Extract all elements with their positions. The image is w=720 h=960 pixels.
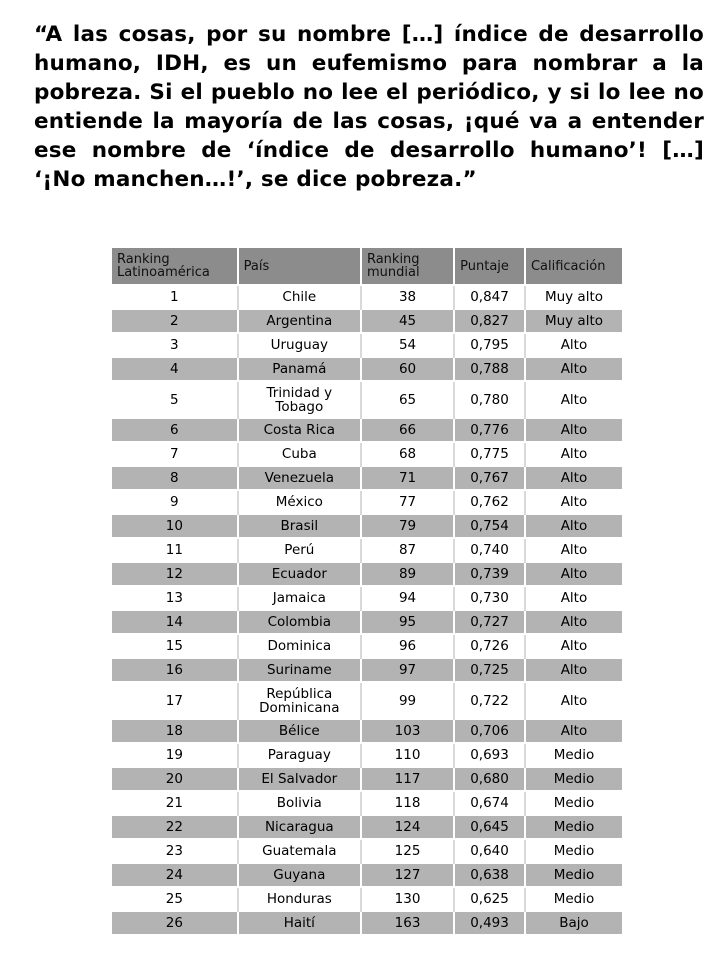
cell-puntaje: 0,767 (454, 466, 525, 490)
cell-calificacion: Alto (525, 490, 622, 514)
cell-ranking-latinoamerica: 2 (112, 309, 238, 333)
table-row (112, 839, 622, 863)
cell-puntaje: 0,827 (454, 309, 525, 333)
cell-calificacion: Alto (525, 381, 622, 418)
cell-ranking-mundial: 124 (361, 815, 454, 839)
cell-ranking-latinoamerica: 1 (112, 285, 238, 309)
table-row (112, 309, 622, 333)
table-row (112, 562, 622, 586)
cell-puntaje: 0,680 (454, 767, 525, 791)
cell-puntaje: 0,693 (454, 743, 525, 767)
cell-ranking-mundial: 118 (361, 791, 454, 815)
cell-ranking-latinoamerica: 11 (112, 538, 238, 562)
cell-puntaje: 0,788 (454, 357, 525, 381)
cell-calificacion: Medio (525, 743, 622, 767)
table-row (112, 333, 622, 357)
cell-pais: Haití (238, 911, 361, 934)
cell-ranking-latinoamerica: 22 (112, 815, 238, 839)
cell-ranking-mundial: 103 (361, 719, 454, 743)
header-ranking-latinoamerica (112, 248, 238, 285)
cell-ranking-mundial: 110 (361, 743, 454, 767)
table-row (112, 911, 622, 934)
cell-pais: Suriname (238, 658, 361, 682)
cell-ranking-latinoamerica: 14 (112, 610, 238, 634)
cell-pais: Chile (238, 285, 361, 309)
cell-calificacion: Alto (525, 538, 622, 562)
cell-ranking-latinoamerica: 3 (112, 333, 238, 357)
cell-ranking-mundial: 130 (361, 887, 454, 911)
cell-pais: Jamaica (238, 586, 361, 610)
table-row (112, 743, 622, 767)
header-pais: País (238, 248, 361, 285)
header-ranking-mundial-line1: Ranking (366, 252, 420, 267)
cell-ranking-mundial: 45 (361, 309, 454, 333)
cell-puntaje: 0,725 (454, 658, 525, 682)
cell-calificacion: Bajo (525, 911, 622, 934)
cell-puntaje: 0,674 (454, 791, 525, 815)
cell-ranking-latinoamerica: 10 (112, 514, 238, 538)
cell-ranking-mundial: 38 (361, 285, 454, 309)
cell-ranking-mundial: 87 (361, 538, 454, 562)
table-row (112, 357, 622, 381)
cell-pais: Honduras (238, 887, 361, 911)
table-row (112, 658, 622, 682)
cell-ranking-latinoamerica: 24 (112, 863, 238, 887)
cell-puntaje: 0,625 (454, 887, 525, 911)
table-row (112, 514, 622, 538)
cell-ranking-mundial: 127 (361, 863, 454, 887)
cell-ranking-mundial: 60 (361, 357, 454, 381)
cell-puntaje: 0,640 (454, 839, 525, 863)
cell-calificacion: Alto (525, 333, 622, 357)
cell-puntaje: 0,739 (454, 562, 525, 586)
cell-calificacion: Medio (525, 863, 622, 887)
cell-ranking-latinoamerica: 13 (112, 586, 238, 610)
cell-puntaje: 0,638 (454, 863, 525, 887)
cell-ranking-latinoamerica: 5 (112, 381, 238, 418)
cell-pais: Uruguay (238, 333, 361, 357)
cell-puntaje: 0,740 (454, 538, 525, 562)
cell-ranking-mundial: 163 (361, 911, 454, 934)
cell-puntaje: 0,795 (454, 333, 525, 357)
table-row (112, 815, 622, 839)
cell-ranking-latinoamerica: 19 (112, 743, 238, 767)
table-row (112, 682, 622, 719)
cell-puntaje: 0,493 (454, 911, 525, 934)
table-row (112, 466, 622, 490)
cell-calificacion: Alto (525, 634, 622, 658)
cell-pais: Costa Rica (238, 418, 361, 442)
header-ranking-mundial-line2: mundial (366, 265, 420, 280)
header-ranking-mundial (361, 248, 454, 285)
cell-pais: Brasil (238, 514, 361, 538)
cell-calificacion: Muy alto (525, 285, 622, 309)
table-row (112, 285, 622, 309)
cell-ranking-latinoamerica: 26 (112, 911, 238, 934)
table-row (112, 791, 622, 815)
cell-puntaje: 0,726 (454, 634, 525, 658)
cell-calificacion: Alto (525, 357, 622, 381)
cell-ranking-mundial: 54 (361, 333, 454, 357)
cell-pais: México (238, 490, 361, 514)
cell-pais: República Dominicana (238, 682, 361, 719)
table-row (112, 767, 622, 791)
cell-calificacion: Alto (525, 466, 622, 490)
cell-ranking-latinoamerica: 16 (112, 658, 238, 682)
cell-calificacion: Medio (525, 839, 622, 863)
cell-pais: Ecuador (238, 562, 361, 586)
quote-text: “A las cosas, por su nombre […] índice de desarrollo humano, IDH, es un eufemismo para nombrar a la pobreza. Si el pueblo no lee el periódico, y si lo lee no entiende la mayoría de las cosas, ¡qué va a entender ese nombre de ‘índice de desarrollo humano’! […] ‘¡No manchen…!’, se dice pobreza.” (34, 22, 704, 192)
table-row (112, 610, 622, 634)
cell-ranking-latinoamerica: 7 (112, 442, 238, 466)
table-row (112, 863, 622, 887)
cell-ranking-latinoamerica: 8 (112, 466, 238, 490)
table-row (112, 442, 622, 466)
cell-pais: Guatemala (238, 839, 361, 863)
cell-ranking-mundial: 97 (361, 658, 454, 682)
header-ranking-latinoamerica-line1: Ranking (117, 252, 170, 267)
table-body (112, 285, 622, 934)
cell-ranking-mundial: 65 (361, 381, 454, 418)
table-row (112, 538, 622, 562)
cell-ranking-latinoamerica: 18 (112, 719, 238, 743)
cell-calificacion: Medio (525, 815, 622, 839)
cell-calificacion: Alto (525, 562, 622, 586)
cell-ranking-mundial: 66 (361, 418, 454, 442)
cell-puntaje: 0,754 (454, 514, 525, 538)
cell-ranking-mundial: 94 (361, 586, 454, 610)
idh-table (112, 248, 622, 934)
cell-puntaje: 0,730 (454, 586, 525, 610)
cell-pais: Paraguay (238, 743, 361, 767)
cell-puntaje: 0,847 (454, 285, 525, 309)
cell-pais: Trinidad y Tobago (238, 381, 361, 418)
cell-pais: Perú (238, 538, 361, 562)
cell-ranking-mundial: 89 (361, 562, 454, 586)
cell-puntaje: 0,727 (454, 610, 525, 634)
cell-pais: Bélice (238, 719, 361, 743)
header-puntaje: Puntaje (454, 248, 525, 285)
cell-ranking-mundial: 77 (361, 490, 454, 514)
cell-ranking-latinoamerica: 15 (112, 634, 238, 658)
cell-pais: Panamá (238, 357, 361, 381)
cell-pais: Argentina (238, 309, 361, 333)
cell-puntaje: 0,762 (454, 490, 525, 514)
cell-pais: Nicaragua (238, 815, 361, 839)
cell-ranking-latinoamerica: 9 (112, 490, 238, 514)
cell-ranking-mundial: 99 (361, 682, 454, 719)
cell-ranking-latinoamerica: 12 (112, 562, 238, 586)
cell-calificacion: Alto (525, 682, 622, 719)
cell-puntaje: 0,780 (454, 381, 525, 418)
cell-ranking-latinoamerica: 17 (112, 682, 238, 719)
cell-calificacion: Alto (525, 586, 622, 610)
cell-puntaje: 0,722 (454, 682, 525, 719)
cell-ranking-mundial: 117 (361, 767, 454, 791)
table-row (112, 719, 622, 743)
cell-pais: Guyana (238, 863, 361, 887)
table-header-row (112, 248, 622, 285)
cell-ranking-mundial: 79 (361, 514, 454, 538)
cell-ranking-latinoamerica: 4 (112, 357, 238, 381)
cell-pais: Bolivia (238, 791, 361, 815)
cell-calificacion: Alto (525, 610, 622, 634)
cell-ranking-mundial: 71 (361, 466, 454, 490)
cell-ranking-latinoamerica: 23 (112, 839, 238, 863)
table-row (112, 586, 622, 610)
cell-pais: Venezuela (238, 466, 361, 490)
cell-ranking-latinoamerica: 20 (112, 767, 238, 791)
cell-ranking-mundial: 125 (361, 839, 454, 863)
cell-calificacion: Alto (525, 719, 622, 743)
cell-puntaje: 0,775 (454, 442, 525, 466)
table-row (112, 634, 622, 658)
header-calificacion: Calificación (525, 248, 622, 285)
header-ranking-latinoamerica-line2: Latinoamérica (117, 265, 210, 280)
cell-calificacion: Alto (525, 442, 622, 466)
cell-puntaje: 0,706 (454, 719, 525, 743)
cell-pais: El Salvador (238, 767, 361, 791)
cell-ranking-mundial: 96 (361, 634, 454, 658)
table-row (112, 887, 622, 911)
cell-pais: Dominica (238, 634, 361, 658)
cell-calificacion: Alto (525, 658, 622, 682)
cell-calificacion: Muy alto (525, 309, 622, 333)
table-row (112, 381, 622, 418)
cell-calificacion: Medio (525, 767, 622, 791)
cell-ranking-latinoamerica: 21 (112, 791, 238, 815)
cell-calificacion: Alto (525, 418, 622, 442)
cell-ranking-mundial: 95 (361, 610, 454, 634)
cell-ranking-latinoamerica: 6 (112, 418, 238, 442)
cell-calificacion: Medio (525, 791, 622, 815)
cell-ranking-mundial: 68 (361, 442, 454, 466)
cell-calificacion: Alto (525, 514, 622, 538)
table-row (112, 490, 622, 514)
cell-calificacion: Medio (525, 887, 622, 911)
cell-puntaje: 0,645 (454, 815, 525, 839)
table-row (112, 418, 622, 442)
cell-ranking-latinoamerica: 25 (112, 887, 238, 911)
cell-puntaje: 0,776 (454, 418, 525, 442)
cell-pais: Colombia (238, 610, 361, 634)
cell-pais: Cuba (238, 442, 361, 466)
